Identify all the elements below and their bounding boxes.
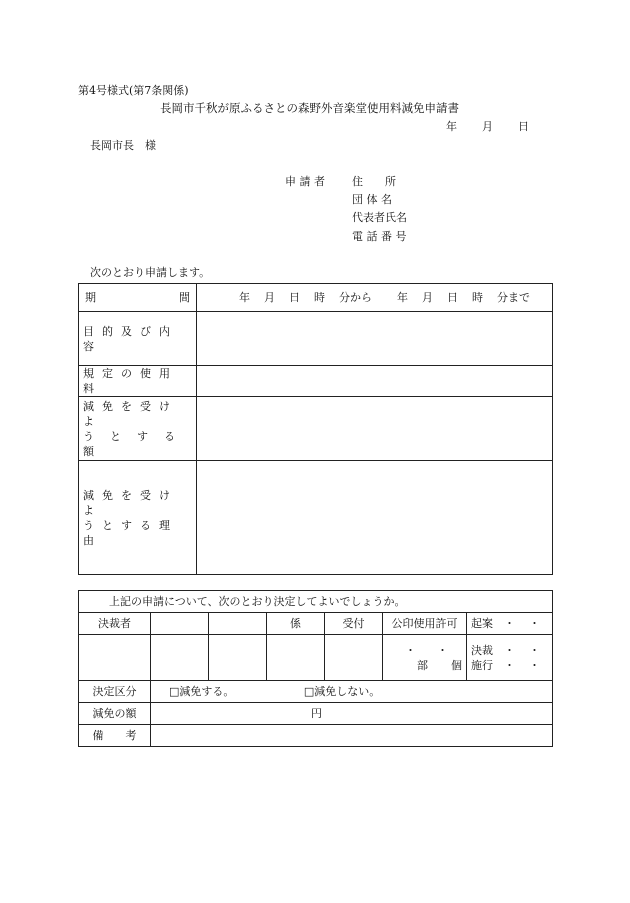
from-day: 日 [289, 291, 300, 304]
period-to [397, 290, 530, 305]
decision-table [78, 590, 553, 747]
to-year: 年 [397, 291, 408, 304]
applicant-label: 申 請 者 [285, 175, 325, 188]
draft-cell[interactable]: 起案 ・ ・ [467, 613, 553, 635]
period-from [239, 290, 372, 305]
amount-label: 減免を受けよ うとする額 [79, 397, 197, 461]
period-row [79, 284, 553, 312]
approver-cell-2[interactable] [209, 613, 267, 635]
organization-label: 団 体 名 [352, 193, 392, 206]
category-options [151, 681, 553, 703]
seal-cell-1[interactable] [151, 635, 209, 681]
date-day: 日 [518, 120, 529, 133]
document-title: 長岡市千秋が原ふるさとの森野外音楽堂使用料減免申請書 [160, 101, 459, 115]
seal-permit-label: 公印使用許可 [383, 613, 467, 635]
yen-unit: 円 [311, 707, 322, 720]
to-hour: 時 [472, 291, 483, 304]
reason-value[interactable] [197, 461, 553, 575]
period-label: 期 間 [79, 284, 197, 312]
fee-row [79, 366, 553, 397]
to-month: 月 [422, 291, 433, 304]
to-day: 日 [447, 291, 458, 304]
reception-seal-cell[interactable] [325, 635, 383, 681]
approval-label: 決裁 [471, 643, 493, 657]
exempt-amount-value[interactable] [151, 703, 553, 725]
purpose-row [79, 312, 553, 366]
to-minute: 分まで [497, 291, 530, 304]
enforcement-label: 施行 [471, 658, 493, 672]
count-label: 個 [451, 658, 462, 672]
fee-label: 規定の使用料 [79, 366, 197, 397]
addressee: 長岡市長 様 [90, 139, 156, 152]
period-value[interactable] [197, 284, 553, 312]
remarks-value[interactable] [151, 725, 553, 747]
remarks-label: 備 考 [79, 725, 151, 747]
fee-value[interactable] [197, 366, 553, 397]
representative-label: 代表者氏名 [352, 211, 407, 224]
seal-permit-cell[interactable]: ・ ・ 部 個 [383, 635, 467, 681]
approver-seal-cell[interactable] [79, 635, 151, 681]
form-number: 第4号様式(第7条関係) [78, 84, 189, 97]
purpose-label: 目的及び内容 [79, 312, 197, 366]
date-month: 月 [482, 120, 493, 133]
phone-label: 電 話 番 号 [352, 230, 407, 243]
approver-cell-1[interactable] [151, 613, 209, 635]
reason-row [79, 461, 553, 575]
category-label: 決定区分 [79, 681, 151, 703]
amount-value[interactable] [197, 397, 553, 461]
exempt-amount-label: 減免の額 [79, 703, 151, 725]
draft-label: 起案 [471, 617, 493, 630]
department-label: 部 [417, 658, 428, 672]
seal-cell-2[interactable] [209, 635, 267, 681]
exempt-checkbox[interactable]: □減免する。 [169, 685, 235, 698]
staff-label: 係 [267, 613, 325, 635]
application-table [78, 283, 553, 575]
staff-seal-cell[interactable] [267, 635, 325, 681]
from-month: 月 [264, 291, 275, 304]
decision-question: 上記の申請について、次のとおり決定してよいでしょうか。 [79, 591, 553, 613]
reception-label: 受付 [325, 613, 383, 635]
from-hour: 時 [314, 291, 325, 304]
approver-label: 決裁者 [79, 613, 151, 635]
approval-enforcement-cell[interactable]: 決裁 ・ ・ 施行 ・ ・ [467, 635, 553, 681]
date-year: 年 [446, 120, 457, 133]
not-exempt-checkbox[interactable]: □減免しない。 [303, 685, 381, 698]
address-label: 住 所 [352, 175, 396, 188]
amount-row [79, 397, 553, 461]
from-minute: 分から [339, 291, 372, 304]
from-year: 年 [239, 291, 250, 304]
purpose-value[interactable] [197, 312, 553, 366]
intro-text: 次のとおり申請します。 [90, 266, 211, 279]
reason-label: 減免を受けよ うとする理由 [79, 461, 197, 575]
